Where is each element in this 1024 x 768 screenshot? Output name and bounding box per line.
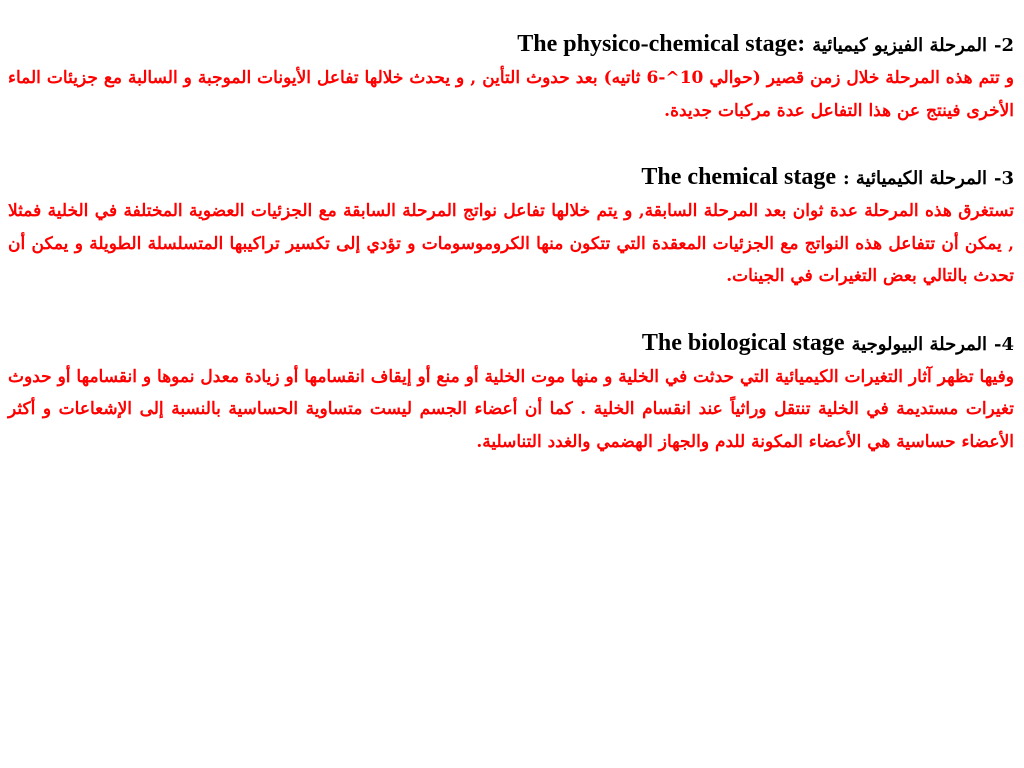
section-body: و تتم هذه المرحلة خلال زمن قصير (حوالي 10^-6 ثاتيه) بعد حدوث التأين , و يحدث خلالها تفاعل الأيونات الموجبة و السالبة مع جزيئات الماء الأخرى فينتج عن هذا التفاعل عدة مركبات جديدة. (8, 68, 1014, 121)
section-number: 3- (993, 168, 1014, 189)
section-biological-stage (8, 327, 1014, 459)
section-number: 4- (993, 333, 1014, 355)
section-title-english: The physico-chemical stage: (517, 31, 806, 57)
section-number: 2- (993, 35, 1014, 56)
slide-content (0, 28, 1024, 768)
section-title-arabic: المرحلة الكيميائية : (843, 168, 988, 189)
section-title-english: The biological stage (641, 329, 845, 356)
section-title-arabic: المرحلة الفيزيو كيميائية (812, 35, 988, 56)
section-heading (8, 28, 1014, 62)
section-chemical-stage (8, 161, 1014, 293)
section-body: وفيها تظهر آثار التغيرات الكيميائية التي حدثت في الخلية و منها موت الخلية أو منع أو إيقاف انقسامها أو زيادة معدل نموها و انقسامها أو حدوث تغيرات مستديمة في الخلية تنتقل وراثياً عند انقسام الخلية . كما أن أعضاء الجسم ليست متساوية الحساسية بالنسبة إلى الإشعاعات و أكثر الأعضاء حساسية هي الأعضاء المكونة للدم والجهاز الهضمي والغدد التناسلية. (8, 366, 1014, 452)
section-heading (8, 327, 1014, 361)
section-spacer (8, 127, 1014, 161)
section-heading (8, 161, 1014, 195)
section-spacer (8, 293, 1014, 327)
section-title-arabic: المرحلة البيولوجية (851, 333, 988, 355)
section-body: تستغرق هذه المرحلة عدة ثوان بعد المرحلة السابقة, و يتم خلالها تفاعل نواتج المرحلة السابقة مع الجزئيات العضوية المختلفة في الخلية فمثلا , يمكن أن تتفاعل هذه النواتج مع الجزئيات المعقدة التي تتكون منها الكروموسومات و تؤدي إلى تكسير تراكيبها المتسلسلة الطويلة و يمكن أن تحدث بالتالي بعض التغيرات في الجينات. (8, 201, 1014, 286)
section-physico-chemical-stage (8, 28, 1014, 127)
section-title-english: The chemical stage (641, 164, 837, 190)
